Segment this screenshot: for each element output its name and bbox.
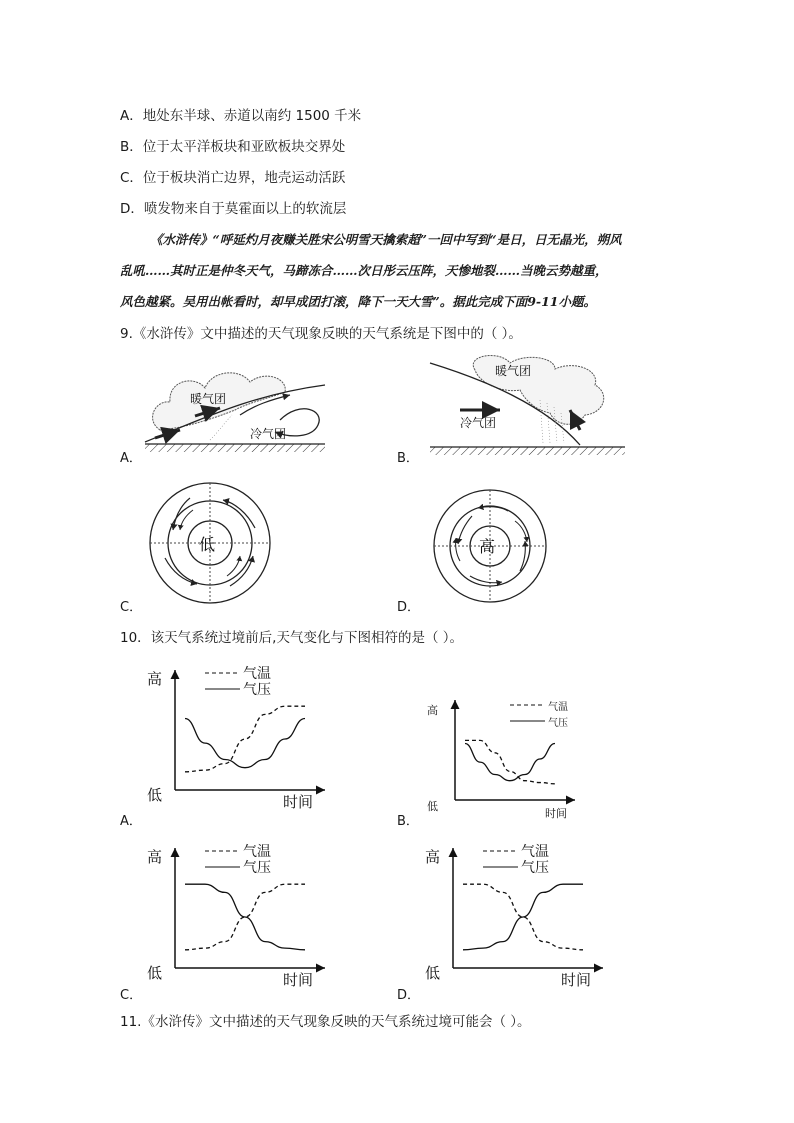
- warm-air-label: 暖气团: [190, 392, 227, 406]
- legend-pressure-label: 气压: [548, 718, 568, 729]
- q9-label-c: C．: [120, 600, 143, 615]
- q9-label-a: A．: [120, 451, 142, 466]
- y-low-label: 低: [147, 964, 163, 982]
- legend-temp-label: 气温: [521, 844, 549, 860]
- graph-d: [418, 838, 618, 988]
- low-pressure-label: 低: [199, 535, 216, 554]
- q9-label-d: D．: [397, 600, 421, 615]
- pressure-line: [465, 744, 555, 781]
- diagram-front-a: [140, 360, 340, 460]
- q10-label-d: D．: [397, 988, 421, 1003]
- legend-pressure-label: 气压: [521, 860, 549, 876]
- diagram-anticyclone: [430, 486, 550, 606]
- y-high-label: 高: [147, 848, 163, 866]
- legend-temp-label: 气温: [548, 702, 568, 713]
- q9-label-b: B．: [397, 451, 419, 466]
- x-axis-label: 时间: [561, 971, 592, 989]
- q10-label-a: A．: [120, 814, 142, 829]
- passage-line-3: 风色越紧。吴用出帐看时，却早成团打滚，降下一天大雪”。据此完成下面9-11小题。: [120, 294, 596, 309]
- option-d: D．喷发物来自于莫霍面以上的软流层: [120, 201, 347, 217]
- diagram-cyclone: [145, 478, 275, 608]
- warm-air-label: 暖气团: [495, 364, 532, 378]
- question-9: 9.《水浒传》文中描述的天气现象反映的天气系统是下图中的（ ）。: [120, 326, 522, 342]
- graph-a: [140, 660, 340, 810]
- option-a: A．地处东半球、赤道以南约 1500 千米: [120, 108, 362, 124]
- option-b: B．位于太平洋板块和亚欧板块交界处: [120, 139, 346, 155]
- y-low-label: 低: [147, 786, 163, 804]
- x-axis-label: 时间: [545, 807, 567, 820]
- q10-label-c: C．: [120, 988, 143, 1003]
- cold-air-label: 冷气团: [250, 427, 287, 441]
- legend-temp-label: 气温: [243, 844, 271, 860]
- high-pressure-label: 高: [479, 537, 496, 556]
- diagram-front-b: [425, 355, 635, 455]
- x-axis-label: 时间: [283, 971, 314, 989]
- legend-temp-label: 气温: [243, 666, 271, 682]
- y-low-label: 低: [427, 800, 438, 813]
- option-c: C．位于板块消亡边界，地壳运动活跃: [120, 170, 346, 186]
- y-high-label: 高: [427, 704, 438, 717]
- x-axis-label: 时间: [283, 793, 314, 811]
- pressure-line: [185, 719, 305, 768]
- legend-pressure-label: 气压: [243, 682, 271, 698]
- cold-air-label: 冷气团: [460, 416, 497, 430]
- y-high-label: 高: [147, 670, 163, 688]
- legend-pressure-label: 气压: [243, 860, 271, 876]
- y-high-label: 高: [425, 848, 441, 866]
- passage-line-2: 乱吼……其时正是仲冬天气，马蹄冻合……次日彤云压阵，天惨地裂……当晚云势越重，: [120, 263, 608, 278]
- pressure-line: [463, 884, 583, 950]
- cloud: [473, 356, 603, 425]
- passage-line-1: 《水浒传》“呼延灼月夜赚关胜宋公明雪天擒索超”一回中写到“是日，日无晶光，朔风: [150, 232, 622, 247]
- graph-b: [420, 690, 590, 820]
- y-low-label: 低: [425, 964, 441, 982]
- graph-c: [140, 838, 340, 988]
- question-10: 10．该天气系统过境前后,天气变化与下图相符的是（ ）。: [120, 630, 464, 646]
- pressure-line: [185, 884, 305, 950]
- question-11: 11.《水浒传》文中描述的天气现象反映的天气系统过境可能会（ ）。: [120, 1014, 531, 1030]
- q10-label-b: B．: [397, 814, 419, 829]
